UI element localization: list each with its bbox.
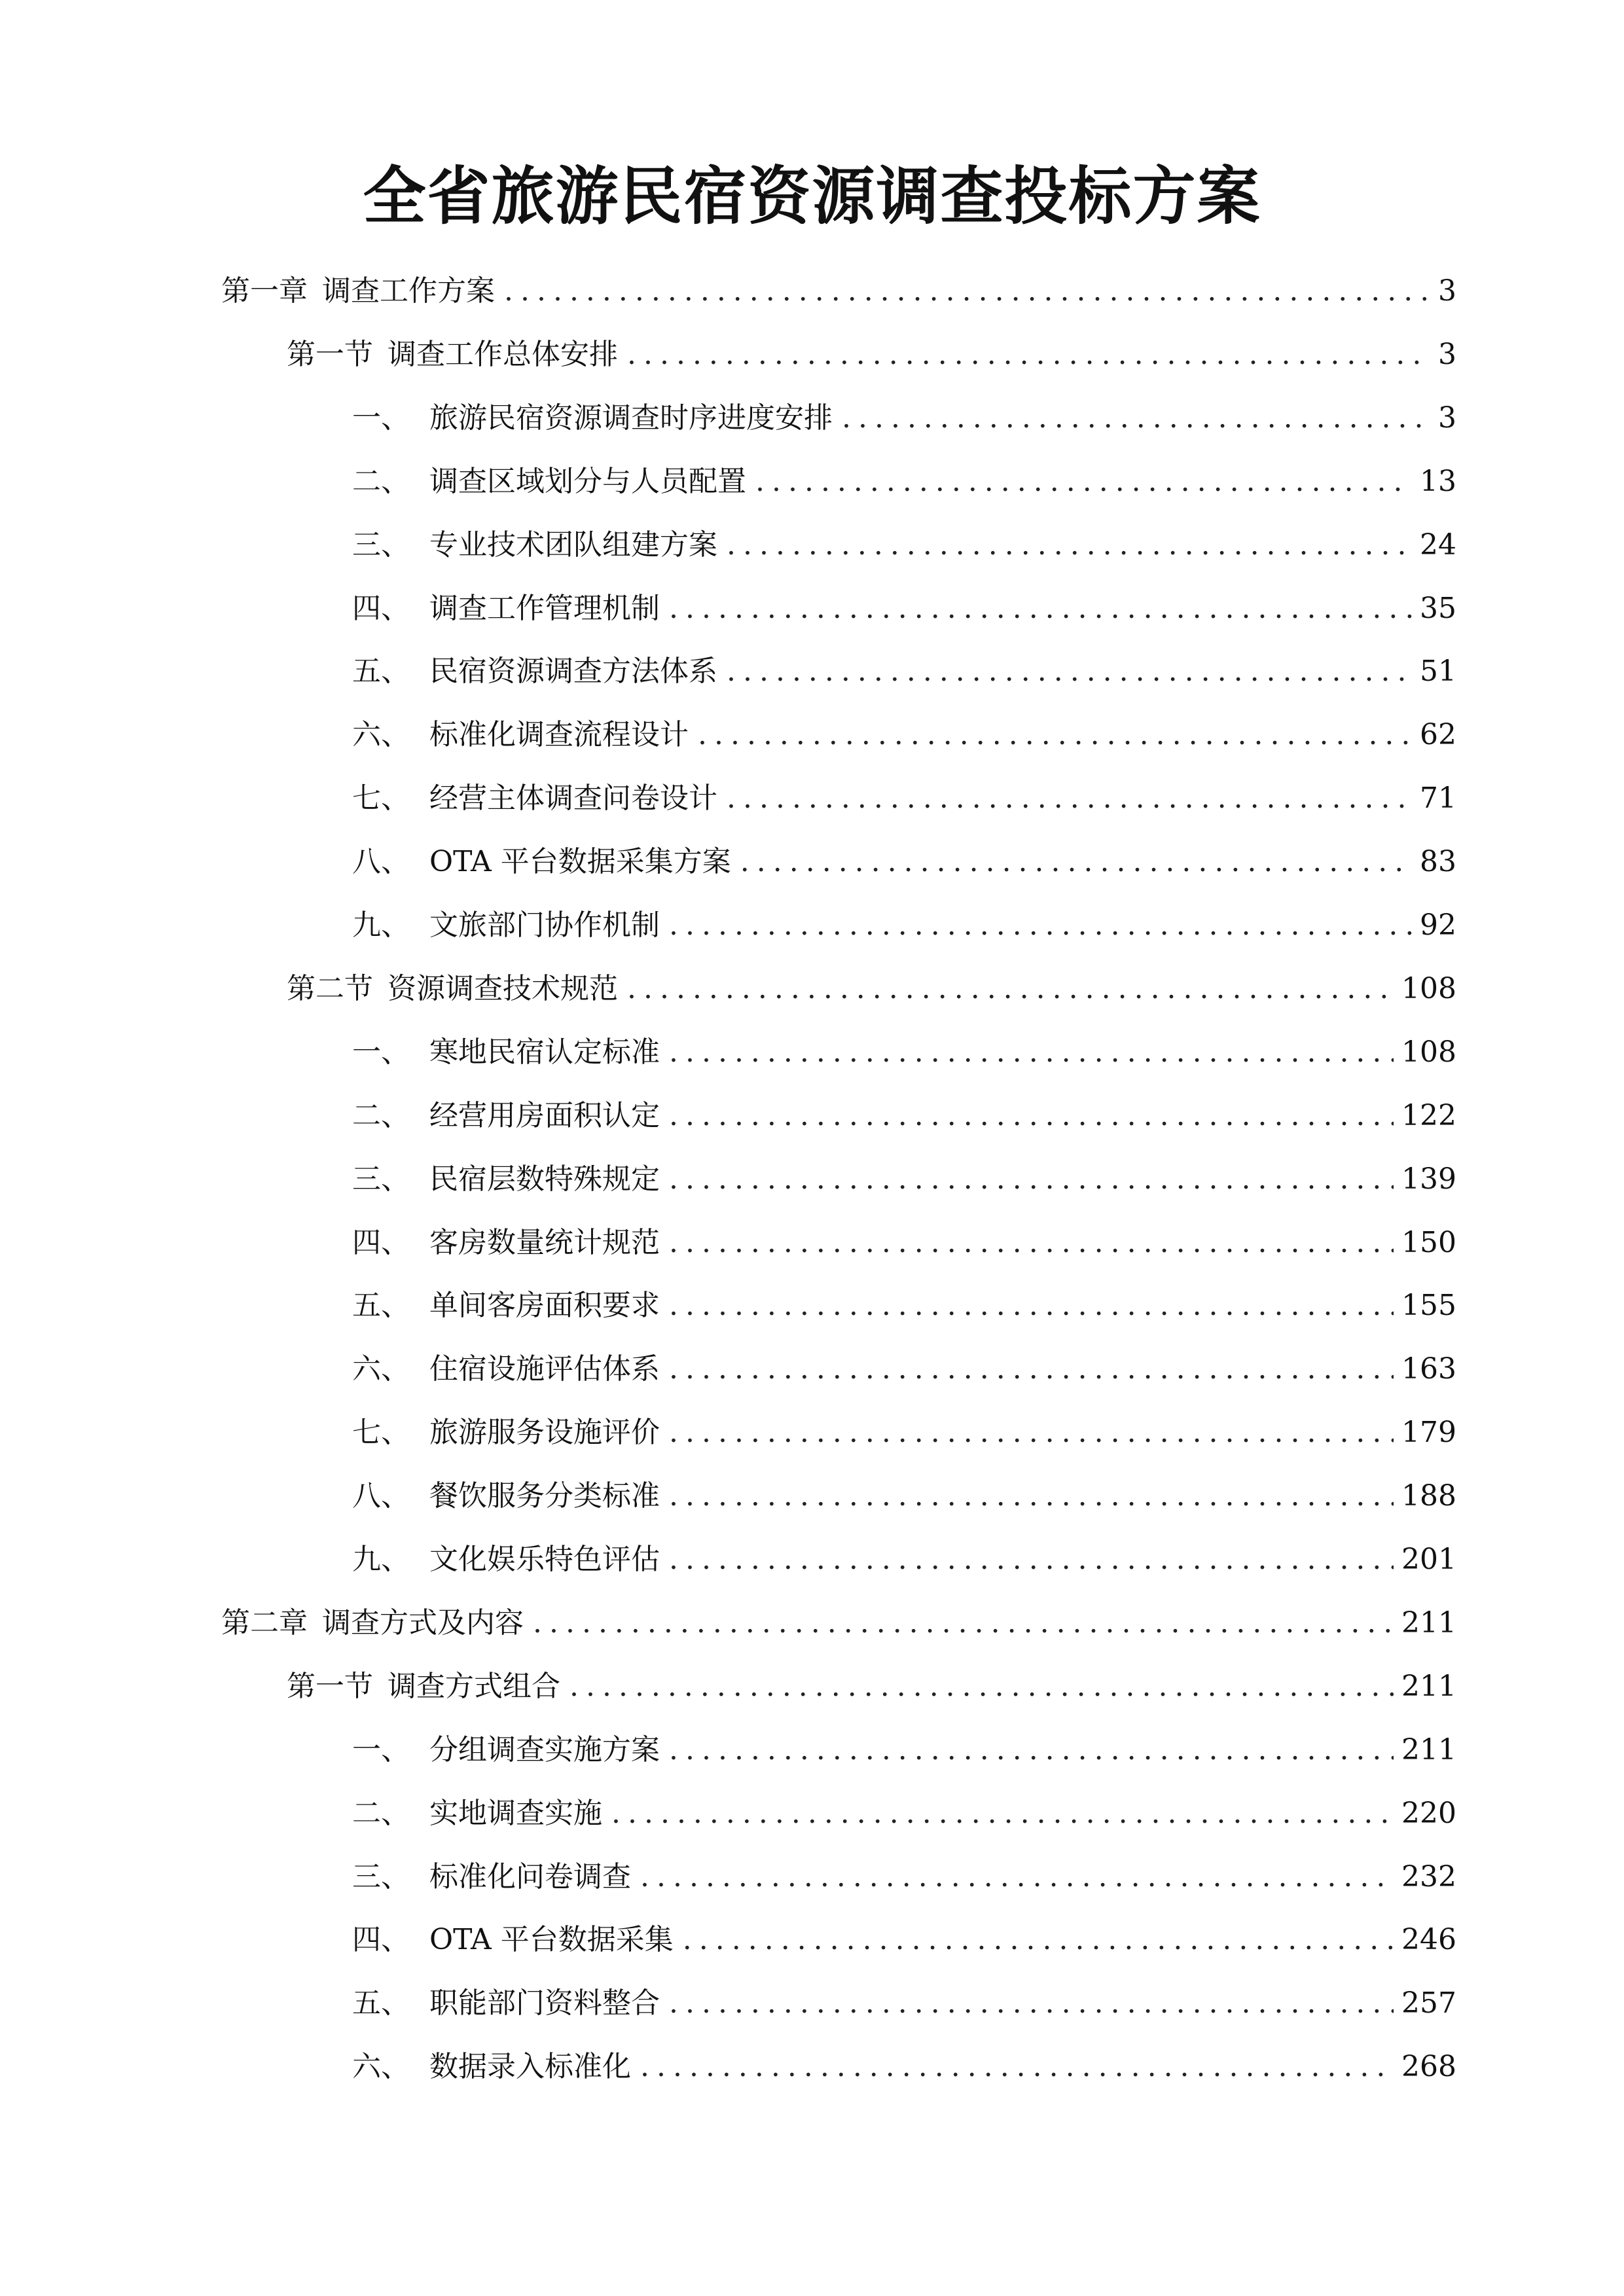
- toc-dot-leader: [669, 1153, 1394, 1206]
- toc-entry-title: 经营用房面积认定: [429, 1098, 660, 1132]
- toc-page-number: 179: [1401, 1416, 1456, 1450]
- toc-page-number: 122: [1401, 1098, 1456, 1132]
- toc-dot-leader: [669, 583, 1412, 635]
- document-title: 全省旅游民宿资源调查投标方案: [363, 159, 1261, 233]
- toc-entry-title: OTA 平台数据采集: [429, 1923, 674, 1957]
- toc-page-number: 201: [1401, 1543, 1456, 1576]
- toc-entry-title: OTA 平台数据采集方案: [429, 845, 731, 879]
- toc-page-number: 3: [1438, 401, 1456, 435]
- toc-entry-number: 六、: [352, 2050, 410, 2084]
- toc-entry-number: 三、: [352, 1859, 410, 1893]
- toc-entry-number: 二、: [352, 1796, 410, 1830]
- toc-entry-label: [352, 1914, 674, 1966]
- toc-entry-label: [352, 1217, 660, 1269]
- toc-entry-number: 七、: [352, 781, 410, 816]
- toc-entry-label: [287, 1660, 560, 1713]
- toc-entry[interactable]: [352, 2041, 1456, 2093]
- toc-dot-leader: [669, 1280, 1394, 1332]
- toc-entry-title: 旅游服务设施评价: [429, 1416, 660, 1450]
- toc-entry-title: 数据录入标准化: [429, 2050, 631, 2084]
- toc-entry-label: [352, 1090, 660, 1142]
- toc-entry-label: [352, 899, 660, 952]
- toc-entry-title: 文化娱乐特色评估: [429, 1543, 660, 1576]
- toc-entry[interactable]: [287, 1660, 1456, 1713]
- toc-dot-leader: [740, 836, 1412, 888]
- toc-entry-label: [352, 583, 660, 635]
- toc-page-number: 220: [1401, 1796, 1456, 1830]
- toc-entry-label: [287, 963, 618, 1015]
- toc-page-number: 211: [1401, 1732, 1456, 1767]
- toc-page-number: 246: [1401, 1923, 1456, 1957]
- toc-entry-title: 经营主体调查问卷设计: [429, 781, 717, 816]
- toc-page-number: 211: [1401, 1605, 1456, 1640]
- toc-dot-leader: [640, 2041, 1394, 2093]
- toc-entry-number: 一、: [352, 401, 410, 435]
- toc-entry-number: 一、: [352, 1732, 410, 1767]
- toc-entry-number: 九、: [352, 1543, 410, 1576]
- toc-entry-label: [352, 1724, 660, 1776]
- toc-entry-label: [352, 1343, 660, 1395]
- toc-entry-number: 四、: [352, 1225, 410, 1259]
- toc-entry[interactable]: [352, 1280, 1456, 1332]
- toc-dot-leader: [627, 963, 1394, 1015]
- toc-page-number: 24: [1420, 528, 1456, 562]
- toc-entry-number: 三、: [352, 1162, 410, 1196]
- toc-entry-label: [352, 1851, 631, 1903]
- toc-entry[interactable]: [352, 1977, 1456, 2030]
- toc-entry[interactable]: [352, 1343, 1456, 1395]
- toc-entry-title: 民宿资源调查方法体系: [429, 655, 717, 689]
- toc-entry-number: 八、: [352, 1479, 410, 1513]
- toc-entry[interactable]: [352, 899, 1456, 952]
- toc-entry-title: 文旅部门协作机制: [429, 908, 660, 942]
- toc-entry-number: 四、: [352, 591, 410, 625]
- toc-dot-leader: [611, 1787, 1394, 1840]
- toc-page-number: 13: [1420, 464, 1456, 498]
- toc-entry-number: 第二节: [287, 971, 373, 1005]
- toc-page-number: 62: [1420, 718, 1456, 752]
- toc-entry-title: 调查工作管理机制: [429, 591, 660, 625]
- toc-entry-label: [352, 1407, 660, 1459]
- toc-entry-title: 专业技术团队组建方案: [429, 528, 717, 562]
- toc-page-number: 108: [1401, 1035, 1456, 1069]
- toc-page-number: 108: [1401, 971, 1456, 1005]
- toc-dot-leader: [669, 1217, 1394, 1269]
- toc-entry-number: 五、: [352, 1289, 410, 1323]
- toc-dot-leader: [698, 709, 1412, 761]
- toc-page-number: 139: [1401, 1162, 1456, 1196]
- toc-entry-number: 一、: [352, 1035, 410, 1069]
- toc-entry[interactable]: [352, 836, 1456, 888]
- toc-entry-title: 客房数量统计规范: [429, 1225, 660, 1259]
- toc-dot-leader: [627, 329, 1430, 381]
- toc-entry-title: 分组调查实施方案: [429, 1732, 660, 1767]
- toc-entry[interactable]: [352, 1153, 1456, 1206]
- toc-entry[interactable]: [352, 645, 1456, 698]
- toc-entry-label: [221, 1597, 524, 1649]
- toc-entry-number: 三、: [352, 528, 410, 562]
- toc-entry-title: 实地调查实施: [429, 1796, 602, 1830]
- toc-page-number: 257: [1401, 1986, 1456, 2020]
- toc-page-number: 150: [1401, 1225, 1456, 1259]
- toc-entry-label: [352, 645, 717, 698]
- toc-page-number: 211: [1401, 1669, 1456, 1703]
- toc-entry[interactable]: [352, 1217, 1456, 1269]
- toc-entry[interactable]: [352, 1787, 1456, 1840]
- toc-page-number: 3: [1438, 274, 1456, 308]
- toc-dot-leader: [533, 1597, 1394, 1649]
- toc-dot-leader: [669, 1470, 1394, 1522]
- toc-entry-number: 五、: [352, 655, 410, 689]
- toc-dot-leader: [504, 265, 1430, 317]
- toc-dot-leader: [755, 456, 1412, 508]
- toc-entry-title: 标准化问卷调查: [429, 1859, 631, 1893]
- toc-entry-title: 调查工作总体安排: [388, 337, 618, 371]
- toc-entry[interactable]: [221, 1597, 1456, 1649]
- toc-entry-label: [287, 329, 618, 381]
- toc-entry-label: [352, 836, 731, 888]
- toc-entry-label: [352, 772, 717, 825]
- toc-dot-leader: [727, 772, 1412, 825]
- toc-entry[interactable]: [352, 1026, 1456, 1079]
- toc-entry-number: 二、: [352, 464, 410, 498]
- toc-entry[interactable]: [352, 583, 1456, 635]
- toc-entry-title: 民宿层数特殊规定: [429, 1162, 660, 1196]
- toc-dot-leader: [669, 1977, 1394, 2030]
- toc-entry-number: 六、: [352, 718, 410, 752]
- toc-entry[interactable]: [352, 456, 1456, 508]
- toc-entry[interactable]: [352, 1914, 1456, 1966]
- toc-entry-title: 标准化调查流程设计: [429, 718, 689, 752]
- toc-entry-label: [352, 1026, 660, 1079]
- toc-entry[interactable]: [352, 1470, 1456, 1522]
- toc-dot-leader: [669, 1407, 1394, 1459]
- toc-entry-label: [352, 709, 689, 761]
- toc-entry-label: [352, 1280, 660, 1332]
- toc-entry-number: 六、: [352, 1352, 410, 1386]
- toc-entry[interactable]: [221, 265, 1456, 317]
- toc-dot-leader: [669, 1724, 1394, 1776]
- toc-page-number: 92: [1420, 908, 1456, 942]
- toc-page-number: 83: [1420, 845, 1456, 879]
- toc-entry-label: [352, 1153, 660, 1206]
- toc-page-number: 35: [1420, 591, 1456, 625]
- toc-page-number: 51: [1420, 655, 1456, 689]
- toc-entry-title: 职能部门资料整合: [429, 1986, 660, 2020]
- toc-entry-number: 九、: [352, 908, 410, 942]
- toc-entry-label: [352, 519, 717, 571]
- toc-entry-label: [352, 1470, 660, 1522]
- toc-entry-number: 四、: [352, 1923, 410, 1957]
- toc-dot-leader: [669, 1534, 1394, 1586]
- toc-entry-number: 八、: [352, 845, 410, 879]
- toc-entry-label: [352, 1787, 602, 1840]
- toc-dot-leader: [669, 899, 1412, 952]
- toc-dot-leader: [727, 519, 1412, 571]
- toc-dot-leader: [669, 1026, 1394, 1079]
- toc-entry-number: 第二章: [221, 1605, 308, 1640]
- toc-entry[interactable]: [352, 1851, 1456, 1903]
- toc-entry[interactable]: [352, 1534, 1456, 1586]
- toc-entry-label: [352, 456, 746, 508]
- toc-entry[interactable]: [352, 1407, 1456, 1459]
- toc-entry[interactable]: [352, 519, 1456, 571]
- toc-entry-title: 资源调查技术规范: [388, 971, 618, 1005]
- toc-entry[interactable]: [287, 963, 1456, 1015]
- toc-page-number: 155: [1401, 1289, 1456, 1323]
- toc-entry-number: 第一章: [221, 274, 308, 308]
- toc-entry-label: [352, 1534, 660, 1586]
- toc-dot-leader: [683, 1914, 1394, 1966]
- toc-entry-title: 调查区域划分与人员配置: [429, 464, 746, 498]
- toc-entry[interactable]: [352, 709, 1456, 761]
- toc-dot-leader: [569, 1660, 1394, 1713]
- toc-entry-number: 二、: [352, 1098, 410, 1132]
- toc-page-number: 232: [1401, 1859, 1456, 1893]
- toc-entry-number: 第一节: [287, 337, 373, 371]
- toc-entry-label: [352, 392, 833, 444]
- toc-page-number: 71: [1420, 781, 1456, 816]
- toc-entry-title: 单间客房面积要求: [429, 1289, 660, 1323]
- toc-entry[interactable]: [352, 1090, 1456, 1142]
- toc-page-number: 163: [1401, 1352, 1456, 1386]
- toc-dot-leader: [669, 1090, 1394, 1142]
- toc-entry[interactable]: [352, 772, 1456, 825]
- toc-entry-label: [352, 1977, 660, 2030]
- toc-entry-title: 调查工作方案: [322, 274, 495, 308]
- toc-page-number: 3: [1438, 337, 1456, 371]
- toc-entry-title: 餐饮服务分类标准: [429, 1479, 660, 1513]
- toc-entry-label: [352, 2041, 631, 2093]
- toc-entry[interactable]: [287, 329, 1456, 381]
- toc-entry[interactable]: [352, 392, 1456, 444]
- toc-entry-label: [221, 265, 495, 317]
- toc-entry-number: 第一节: [287, 1669, 373, 1703]
- toc-dot-leader: [669, 1343, 1394, 1395]
- toc-entry-title: 调查方式组合: [388, 1669, 560, 1703]
- toc-entry-number: 五、: [352, 1986, 410, 2020]
- toc-dot-leader: [640, 1851, 1394, 1903]
- toc-entry-title: 住宿设施评估体系: [429, 1352, 660, 1386]
- toc-dot-leader: [842, 392, 1430, 444]
- toc-entry-title: 寒地民宿认定标准: [429, 1035, 660, 1069]
- toc-entry-title: 调查方式及内容: [322, 1605, 524, 1640]
- toc-dot-leader: [727, 645, 1412, 698]
- toc-entry-title: 旅游民宿资源调查时序进度安排: [429, 401, 833, 435]
- toc-entry-number: 七、: [352, 1416, 410, 1450]
- toc-page-number: 268: [1401, 2050, 1456, 2084]
- toc-entry[interactable]: [352, 1724, 1456, 1776]
- toc-page-number: 188: [1401, 1479, 1456, 1513]
